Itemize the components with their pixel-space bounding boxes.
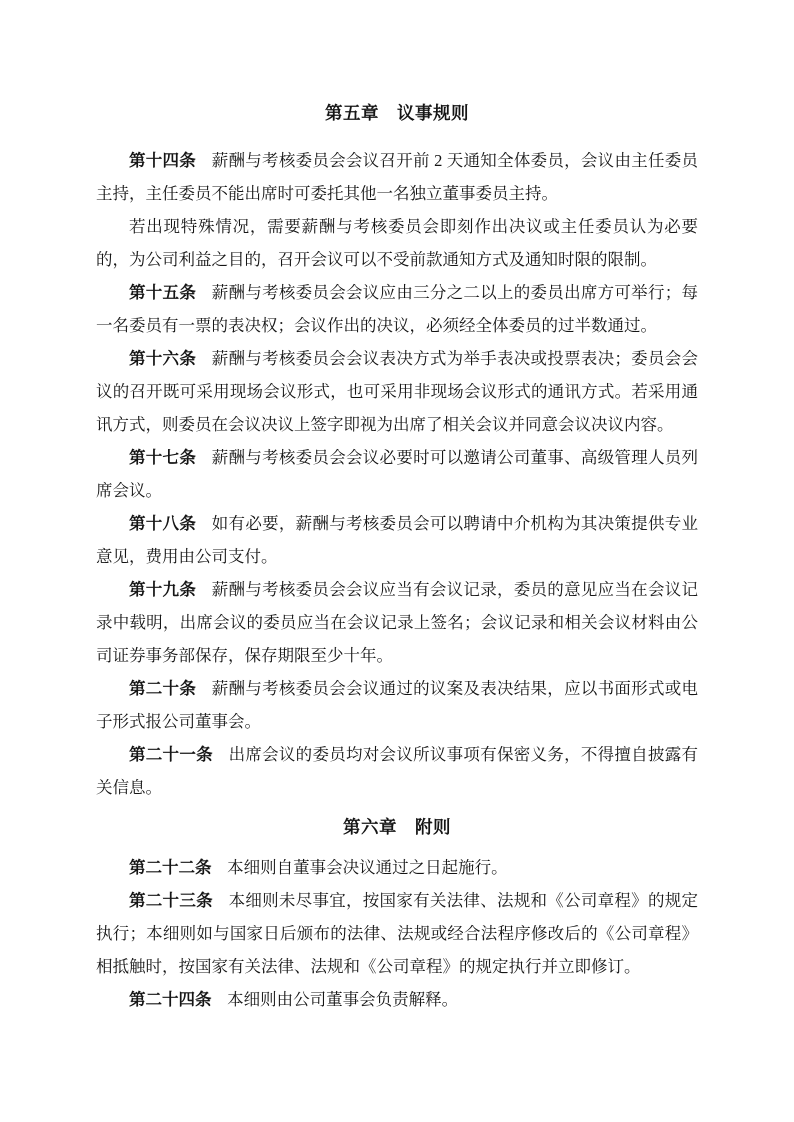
- article-22-paragraph: [96, 851, 698, 884]
- article-15-paragraph: [96, 276, 698, 342]
- article-15-number: 第十五条: [129, 283, 197, 302]
- article-17-text: 薪酬与考核委员会会议必要时可以邀请公司董事、高级管理人员列席会议。: [96, 448, 699, 500]
- article-24-number: 第二十四条: [129, 990, 212, 1009]
- article-17-number: 第十七条: [129, 448, 197, 467]
- article-23-number: 第二十三条: [129, 891, 213, 910]
- article-18-number: 第十八条: [129, 514, 197, 533]
- chapter-6-section: [96, 811, 698, 1016]
- article-18-text: 如有必要，薪酬与考核委员会可以聘请中介机构为其决策提供专业意见，费用由公司支付。: [96, 514, 699, 566]
- article-19-paragraph: [96, 573, 698, 672]
- article-17-paragraph: [96, 441, 698, 507]
- article-20-number: 第二十条: [129, 679, 197, 698]
- article-16-paragraph: [96, 342, 698, 441]
- article-14-continuation-paragraph: [96, 210, 698, 276]
- article-16-number: 第十六条: [129, 349, 197, 368]
- article-23-text: 本细则未尽事宜，按国家有关法律、法规和《公司章程》的规定执行；本细则如与国家日后颁布的法律、法规或经合法程序修改后的《公司章程》相抵触时，按国家有关法律、法规和《公司章程》的规定执行并立即修订。: [96, 891, 699, 976]
- article-21-paragraph: [96, 738, 698, 804]
- article-21-number: 第二十一条: [129, 745, 213, 764]
- article-15-text: 薪酬与考核委员会会议应由三分之二以上的委员出席方可举行；每一名委员有一票的表决权；会议作出的决议，必须经全体委员的过半数通过。: [96, 283, 699, 335]
- article-16-text: 薪酬与考核委员会会议表决方式为举手表决或投票表决；委员会会议的召开既可采用现场会议形式，也可采用非现场会议形式的通讯方式。若采用通讯方式，则委员在会议决议上签字即视为出席了相关会议并同意会议决议内容。: [96, 349, 699, 434]
- article-19-text: 薪酬与考核委员会会议应当有会议记录，委员的意见应当在会议记录中载明，出席会议的委员应当在会议记录上签名；会议记录和相关会议材料由公司证券事务部保存，保存期限至少十年。: [96, 580, 699, 665]
- article-14-number: 第十四条: [129, 151, 197, 170]
- article-19-number: 第十九条: [129, 580, 197, 599]
- article-24-paragraph: [96, 983, 698, 1016]
- article-14-paragraph: [96, 144, 698, 210]
- article-20-paragraph: [96, 672, 698, 738]
- chapter-5-section: [96, 97, 698, 804]
- chapter-6-heading: 第六章 附则: [343, 817, 451, 837]
- chapter-5-heading: 第五章 议事规则: [325, 103, 469, 123]
- article-14-text: 薪酬与考核委员会会议召开前 2 天通知全体委员，会议由主任委员主持，主任委员不能出席时可委托其他一名独立董事委员主持。: [96, 151, 699, 203]
- article-22-number: 第二十二条: [129, 858, 212, 877]
- article-24-text: 本细则由公司董事会负责解释。: [227, 990, 459, 1009]
- article-14-continuation-text: 若出现特殊情况，需要薪酬与考核委员会即刻作出决议或主任委员认为必要的，为公司利益之目的，召开会议可以不受前款通知方式及通知时限的限制。: [96, 217, 698, 269]
- article-21-text: 出席会议的委员均对会议所议事项有保密义务，不得擅自披露有关信息。: [96, 745, 699, 797]
- article-20-text: 薪酬与考核委员会会议通过的议案及表决结果，应以书面形式或电子形式报公司董事会。: [96, 679, 699, 731]
- article-22-text: 本细则自董事会决议通过之日起施行。: [227, 858, 508, 877]
- article-18-paragraph: [96, 507, 698, 573]
- article-23-paragraph: [96, 884, 698, 983]
